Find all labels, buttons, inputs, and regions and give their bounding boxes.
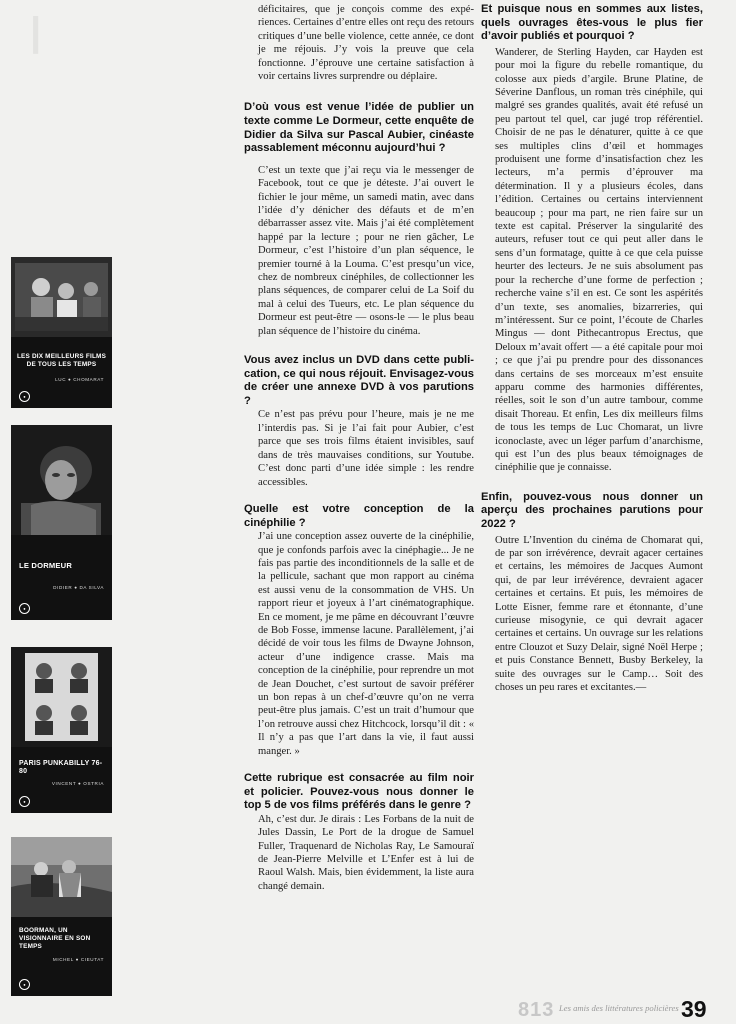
cover-photo [11,837,112,917]
publisher-logo-icon: ● [19,603,30,614]
cover-title: BOORMAN, UN VISIONNAIRE EN SON TEMPS [19,927,91,950]
bleed-through-text: | [30,10,42,54]
interview-question: Vous avez inclus un DVD dans cette publication, ce qui nous réjouit. Envisagez-vous de créer une annexe DVD à vos parutions ? [244,354,474,407]
interview-question: Enfin, pouvez-vous nous donner un aperçu des prochaines parutions pour 2022 ? [481,490,703,530]
book-cover-dix-meilleurs-films [11,257,112,408]
interview-question: D’où vous est venue l’idée de publier un texte comme Le Dormeur, cette enquête de Didier da Silva sur Pascal Aubier, cinéaste passablement méconnu aujourd’hui ? [244,101,474,155]
paragraph: déficitaires, que je conçois comme des expériences. Certaines d’entre elles ont reçu des retours critiques d’une belle violence, cette année, ce dont je me réjouis. J’y vois la preuve que cela fonctionne. J’éprouve une certaine satisfaction à voir certains livres surprendre ou déplaire. [258,4,474,83]
page-number: 39 [681,996,707,1022]
interview-answer: Outre L’Invention du cinéma de Chomarat qui, de par son irrévérence, devrait agacer certaines et certains, les mémoires de Jacques Aumont qui, de par leur irrévérence, devraient agacer certaines et certains. Et puis, les mémoires de Lotte Eisner, femme rare et étonnante, d’une curieuse misogynie, ce qui devrait agacer certaines et certains. Un ouvrage sur les relations entre Clouzot et Suzy Delair, signé Noël Herpe ; et puis Constance Bennett, Busby Berkeley, la suite des ouvrages sur le Camp… Soit des choses un peu rares et excitantes.— [495,534,703,694]
magazine-issue-number: 813 [518,999,555,1021]
cover-photo [11,425,112,535]
publisher-logo-icon: ● [19,796,30,807]
publisher-logo-icon: ● [19,979,30,990]
cover-title: LE DORMEUR [19,561,73,570]
cover-title: LES DIX MEILLEURS FILMS DE TOUS LES TEMPS [16,353,107,368]
interview-answer: C’est un texte que j’ai reçu via le messenger de Facebook, tout ce que je déteste. J’ai ouvert le fichier le jour même, un samedi matin, avec dans l’idée d’y dénicher des défauts et de m’en débarrasser assez vite. Mais j’ai été complètement happé par la lecture ; pour ne rien gâcher, Le Dormeur, c’est l’histoire d’un plan séquence, le premier tourné à la Louma. C’est presqu’un vice, chez de nombreux cinéphiles, de collectionner les plans séquences, de comparer celui de La Soif du mal à celui des Tueurs, etc. Le plan séquence du Dormeur est peut-être — osons-le — le plus beau plan séquence de l’histoire du cinéma. [258,164,474,337]
cover-author: VINCENT ● OSTRIA [51,781,104,786]
interview-answer: Ah, c’est dur. Je dirais : Les Forbans de la nuit de Jules Dassin, Le Port de la drogue de Samuel Fuller, Traquenard de Nicholas Ray, Le Samouraï de Jean-Pierre Melville et L’Enfer est à lui de Raoul Walsh. Mais, bien évidemment, la liste aura changé demain. [258,813,474,892]
interview-question: Et puisque nous en sommes aux listes, quels ouvrages êtes-vous le plus fier d’avoir publiés et pourquoi ? [481,3,703,43]
book-cover-boorman [11,837,112,996]
cover-author: DIDIER ● DA SILVA [53,585,104,590]
publisher-logo-icon: ● [19,391,30,402]
book-cover-paris-punkabilly [11,647,112,813]
cover-author: MICHEL ● CIEUTAT [52,957,104,962]
cover-author: LUC ● CHOMARAT [55,377,104,382]
interview-question: Cette rubrique est consacrée au film noir et policier. Pouvez-vous nous donner le top 5 de vos films préférés dans le genre ? [244,772,474,812]
interview-answer: Ce n’est pas prévu pour l’heure, mais je ne me l’interdis pas. Si je l’ai fait pour Aubier, c’est parce que ses trois films étaient invisibles, sauf dans de très mauvaises conditions, sur Youtube. C’est donc parti d’une idée simple : les rendre accessibles. [258,409,474,488]
article-column-1 [244,3,474,893]
book-cover-le-dormeur [11,425,112,620]
interview-answer: Wanderer, de Sterling Hayden, car Hayden est pour moi la figure du rebelle romantique, du colosse aux pieds d’argile. Brune Platine, de Séverine Danflous, un roman très cinéphile, qui malgré ses grandes qualités, avait été refusé un peu partout tel quel, car jugé trop référentiel. Choisir de ne pas le dénaturer, quitte à ce que ses multiples clins d’œil et hommages produisent une forme d’insatisfaction chez les lecteurs, m’a permis d’éprouver ma détermination. Il y a plusieurs écoles, dans l’édition. Certaines ou certains interviennent beaucoup ; pour ma part, ne rien faire sur un texte est capital. Préserver la singularité des auteurs, refuser tout ce qui peut aller dans le sens d’un formatage, quitte à ce que cela puisse heurter des lecteurs. Je ne suis absolument pas pour la recherche d’une forme de perfection ; recherche vaine s’il en est. Ce sont les aspérités d’un texte, ses anomalies, bizarreries, qui m’intéressent. Sur ce point, l’écoute de Charles Mingus — dont Pithecantropus Erectus, que Deloux m’avait offert — a été capitale pour moi ; ce que j’ai pu prendre pour des dissonances dans certains de ses morceaux m’est ensuite apparu comme des harmonies différentes, réelles, soit le son d’un autre tambour, comme disait Thoreau. Et enfin, Les dix meilleurs films de tous les temps de Luc Chomarat, un livre iconoclaste, avec un léger parfum d’anarchisme, qui est l’un des plus beaux témoignages de cinéphilie que je connaisse. [495,46,703,474]
cover-title: PARIS PUNKABILLY 76-80 [19,760,103,775]
interview-answer: J’ai une conception assez ouverte de la cinéphilie, que je confonds parfois avec la cinéphagie... Je ne fais pas partie des inconditionnels de la salle et de la pellicule, sachant que mon rapport au cinéma est aussi venu de la consommation de VHS. Un rapport rieur et joyeux à l’art cinématographique. En ce moment, je me pâme en découvrant l’œuvre de Bob Fosse, immense lacune. Parallèlement, j’ai décidé de voir tous les films de Dwayne Johnson, acteur d’une indigence crasse. Mais ma conception de la cinéphilie, pour reprendre un mot de Jean Douchet, c’est surtout de savoir préférer un bon repas à un chef-d’œuvre qu’on ne verra peut-être plus jamais. C’est un trait d’humour que l’on retrouve aussi chez Hitchcock, lorsqu’il dit : « Il n’y a pas que l’art dans la vie, il faut aussi manger. » [258,531,474,757]
cover-photo [11,257,112,337]
cover-photo [11,647,112,747]
article-column-2 [481,3,703,694]
interview-question: Quelle est votre conception de la cinéphilie ? [244,502,474,529]
magazine-tagline: Les amis des littératures policières [559,1003,679,1013]
